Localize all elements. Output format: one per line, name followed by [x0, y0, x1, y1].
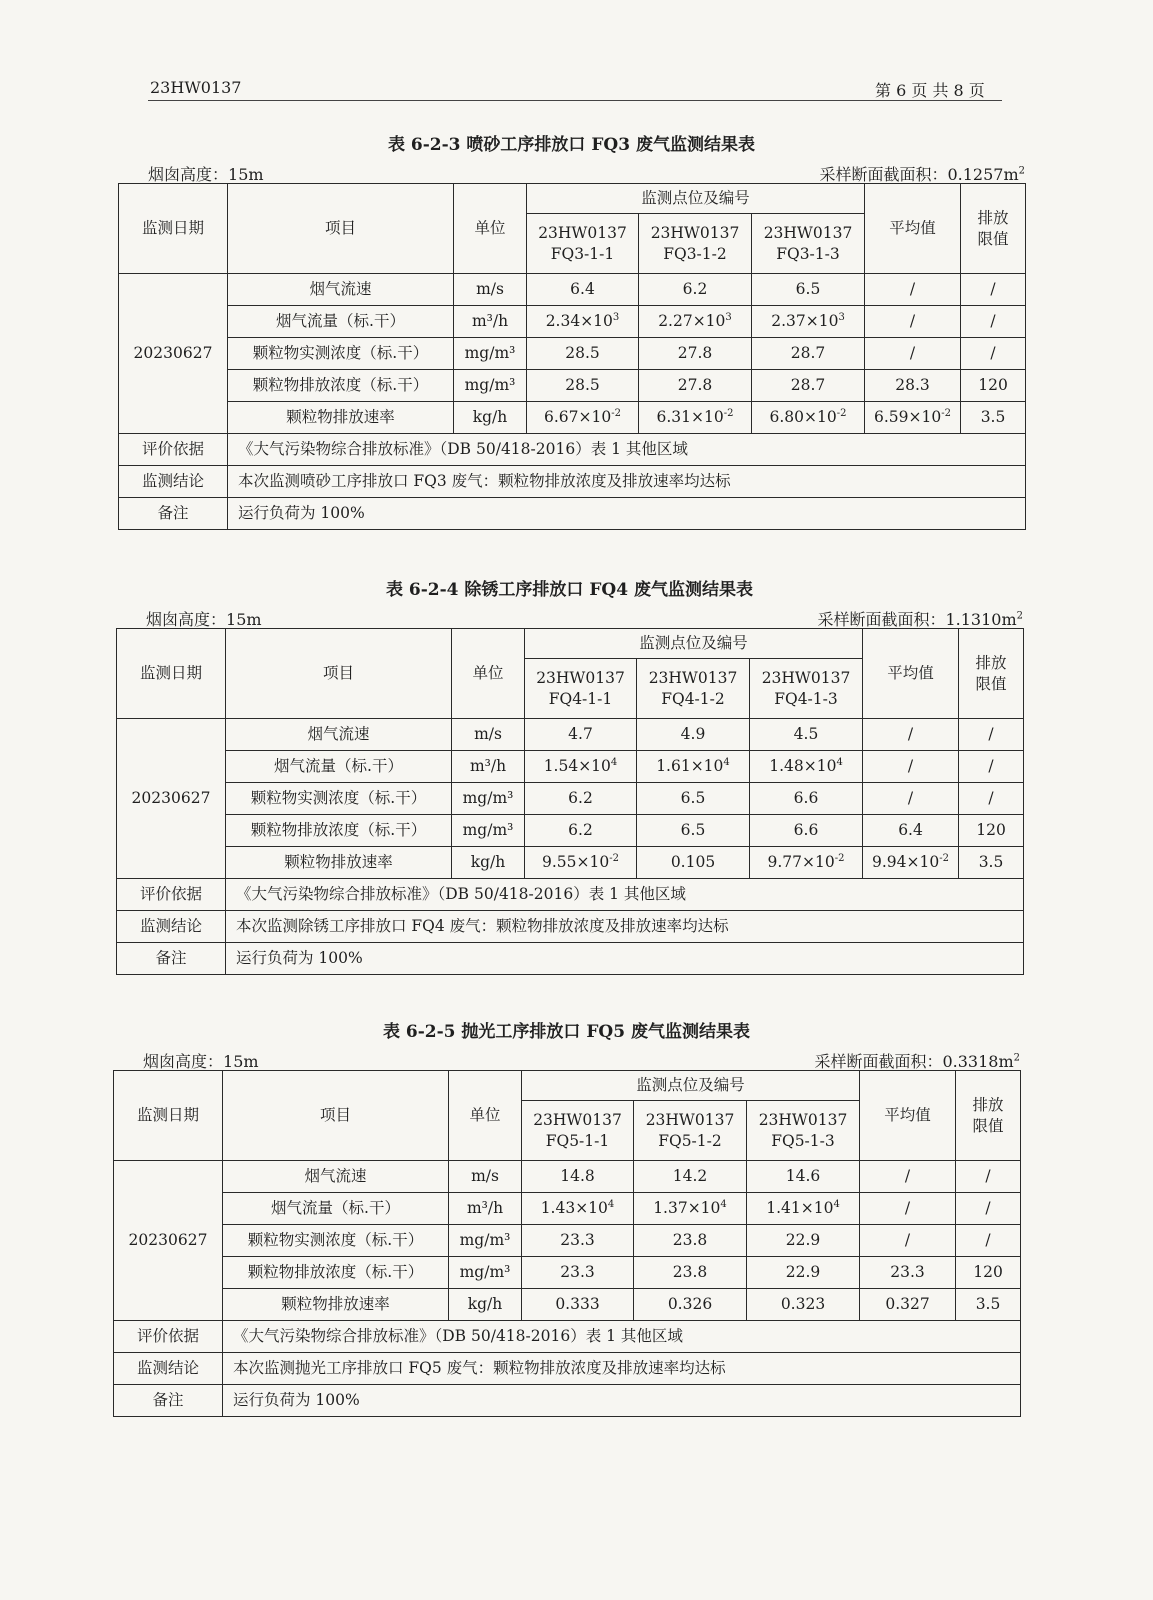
value-cell: 4.9	[637, 719, 750, 751]
item-cell: 烟气流速	[226, 719, 452, 751]
sampling-area: 采样断面截面积：$0.3318m^2$	[814, 1052, 1020, 1071]
table-meta	[118, 159, 1025, 183]
item-cell: 颗粒物排放浓度（标.干）	[228, 370, 454, 402]
item-cell: 烟气流量（标.干）	[226, 751, 452, 783]
limit-cell: /	[961, 274, 1026, 306]
results-table	[118, 183, 1026, 530]
unit-cell: m³/h	[449, 1193, 522, 1225]
value-cell: $2.37\times 10^3$	[752, 306, 865, 338]
item-cell: 颗粒物实测浓度（标.干）	[223, 1225, 449, 1257]
unit-cell: mg/m³	[454, 370, 527, 402]
value-cell: 22.9	[747, 1257, 860, 1289]
value-cell: 4.7	[525, 719, 637, 751]
col-limit-header: 排放 限值	[956, 1071, 1021, 1161]
value-cell: $6.80\times 10^{-2}$	[752, 402, 865, 434]
value-cell: $1.54\times 10^4$	[525, 751, 637, 783]
point-code: 23HW0137 FQ4-1-1	[525, 659, 637, 719]
avg-cell: 0.327	[860, 1289, 956, 1321]
item-cell: 颗粒物排放浓度（标.干）	[226, 815, 452, 847]
sampling-area: 采样断面截面积：$1.1310m^2$	[817, 610, 1023, 629]
value-cell: 28.5	[527, 370, 639, 402]
value-cell: 6.4	[527, 274, 639, 306]
point-code: 23HW0137 FQ3-1-3	[752, 214, 865, 274]
limit-cell: /	[956, 1225, 1021, 1257]
footer-label: 监测结论	[117, 911, 226, 943]
footer-label: 评价依据	[117, 879, 226, 911]
avg-cell: /	[865, 306, 961, 338]
value-cell: 0.105	[637, 847, 750, 879]
limit-cell: /	[959, 783, 1024, 815]
limit-cell: /	[956, 1161, 1021, 1193]
value-cell: 14.2	[634, 1161, 747, 1193]
item-cell: 烟气流量（标.干）	[223, 1193, 449, 1225]
footer-label: 监测结论	[114, 1353, 223, 1385]
footer-label: 评价依据	[114, 1321, 223, 1353]
value-cell: $1.43\times 10^4$	[522, 1193, 634, 1225]
results-table	[113, 1070, 1021, 1417]
avg-cell: $6.59\times 10^{-2}$	[865, 402, 961, 434]
date-cell: 20230627	[119, 274, 228, 434]
unit-cell: mg/m³	[449, 1225, 522, 1257]
value-cell: 6.2	[525, 783, 637, 815]
unit-cell: kg/h	[449, 1289, 522, 1321]
col-points-header: 监测点位及编号	[525, 629, 863, 659]
col-points-header: 监测点位及编号	[527, 184, 865, 214]
unit-cell: mg/m³	[452, 783, 525, 815]
value-cell: 23.8	[634, 1225, 747, 1257]
item-cell: 颗粒物实测浓度（标.干）	[226, 783, 452, 815]
value-cell: 4.5	[750, 719, 863, 751]
col-date-header: 监测日期	[119, 184, 228, 274]
stack-height: 烟囱高度：15m	[146, 610, 262, 629]
col-unit-header: 单位	[452, 629, 525, 719]
limit-cell: /	[961, 338, 1026, 370]
avg-cell: /	[860, 1193, 956, 1225]
footer-text: 本次监测除锈工序排放口 FQ4 废气：颗粒物排放浓度及排放速率均达标	[226, 911, 1024, 943]
limit-cell: 3.5	[961, 402, 1026, 434]
unit-cell: m/s	[452, 719, 525, 751]
value-cell: 6.6	[750, 783, 863, 815]
item-cell: 颗粒物排放浓度（标.干）	[223, 1257, 449, 1289]
value-cell: 23.3	[522, 1225, 634, 1257]
col-item-header: 项目	[223, 1071, 449, 1161]
stack-height: 烟囱高度：15m	[143, 1052, 259, 1071]
value-cell: 23.8	[634, 1257, 747, 1289]
value-cell: 6.5	[752, 274, 865, 306]
value-cell: $9.55\times 10^{-2}$	[525, 847, 637, 879]
value-cell: 27.8	[639, 338, 752, 370]
value-cell: 6.5	[637, 783, 750, 815]
limit-cell: 120	[961, 370, 1026, 402]
value-cell: 23.3	[522, 1257, 634, 1289]
item-cell: 烟气流速	[228, 274, 454, 306]
footer-label: 评价依据	[119, 434, 228, 466]
value-cell: $1.61\times 10^4$	[637, 751, 750, 783]
table-meta	[116, 604, 1023, 628]
item-cell: 烟气流量（标.干）	[228, 306, 454, 338]
unit-cell: m/s	[454, 274, 527, 306]
footer-text: 运行负荷为 100%	[226, 943, 1024, 975]
avg-cell: $9.94\times 10^{-2}$	[863, 847, 959, 879]
footer-label: 备注	[114, 1385, 223, 1417]
col-item-header: 项目	[226, 629, 452, 719]
value-cell: $2.34\times 10^3$	[527, 306, 639, 338]
limit-cell: 3.5	[956, 1289, 1021, 1321]
unit-cell: kg/h	[452, 847, 525, 879]
value-cell: 6.2	[639, 274, 752, 306]
value-cell: 0.333	[522, 1289, 634, 1321]
value-cell: 6.6	[750, 815, 863, 847]
item-cell: 颗粒物排放速率	[226, 847, 452, 879]
avg-cell: /	[865, 274, 961, 306]
unit-cell: mg/m³	[452, 815, 525, 847]
point-code: 23HW0137 FQ4-1-2	[637, 659, 750, 719]
table-meta	[113, 1046, 1020, 1070]
stack-height: 烟囱高度：15m	[148, 165, 264, 184]
value-cell: 22.9	[747, 1225, 860, 1257]
monitor-section-fq4	[116, 575, 1023, 975]
monitor-section-fq3	[118, 130, 1025, 530]
value-cell: 0.323	[747, 1289, 860, 1321]
value-cell: 28.5	[527, 338, 639, 370]
point-code: 23HW0137 FQ5-1-3	[747, 1101, 860, 1161]
point-code: 23HW0137 FQ3-1-1	[527, 214, 639, 274]
footer-text: 《大气污染物综合排放标准》（DB 50/418-2016）表 1 其他区域	[226, 879, 1024, 911]
limit-cell: /	[956, 1193, 1021, 1225]
col-limit-header: 排放 限值	[961, 184, 1026, 274]
point-code: 23HW0137 FQ5-1-1	[522, 1101, 634, 1161]
value-cell: 6.5	[637, 815, 750, 847]
value-cell: $6.31\times 10^{-2}$	[639, 402, 752, 434]
item-cell: 颗粒物实测浓度（标.干）	[228, 338, 454, 370]
limit-cell: 120	[956, 1257, 1021, 1289]
value-cell: 14.6	[747, 1161, 860, 1193]
avg-cell: /	[863, 783, 959, 815]
table-title: 表 6-2-5 抛光工序排放口 FQ5 废气监测结果表	[383, 1022, 750, 1042]
value-cell: $1.37\times 10^4$	[634, 1193, 747, 1225]
limit-cell: /	[959, 751, 1024, 783]
limit-cell: 3.5	[959, 847, 1024, 879]
value-cell: $1.48\times 10^4$	[750, 751, 863, 783]
avg-cell: /	[865, 338, 961, 370]
limit-cell: /	[959, 719, 1024, 751]
avg-cell: 23.3	[860, 1257, 956, 1289]
avg-cell: /	[860, 1161, 956, 1193]
unit-cell: m³/h	[452, 751, 525, 783]
header-rule	[148, 100, 1002, 101]
report-code: 23HW0137	[150, 78, 242, 97]
unit-cell: m/s	[449, 1161, 522, 1193]
avg-cell: /	[863, 751, 959, 783]
date-cell: 20230627	[114, 1161, 223, 1321]
col-date-header: 监测日期	[117, 629, 226, 719]
value-cell: $2.27\times 10^3$	[639, 306, 752, 338]
col-unit-header: 单位	[454, 184, 527, 274]
avg-cell: /	[860, 1225, 956, 1257]
unit-cell: mg/m³	[454, 338, 527, 370]
item-cell: 烟气流速	[223, 1161, 449, 1193]
value-cell: 0.326	[634, 1289, 747, 1321]
value-cell: 27.8	[639, 370, 752, 402]
avg-cell: 28.3	[865, 370, 961, 402]
sampling-area: 采样断面截面积：$0.1257m^2$	[819, 165, 1025, 184]
point-code: 23HW0137 FQ3-1-2	[639, 214, 752, 274]
value-cell: 14.8	[522, 1161, 634, 1193]
footer-text: 本次监测喷砂工序排放口 FQ3 废气：颗粒物排放浓度及排放速率均达标	[228, 466, 1026, 498]
value-cell: $9.77\times 10^{-2}$	[750, 847, 863, 879]
value-cell: $6.67\times 10^{-2}$	[527, 402, 639, 434]
point-code: 23HW0137 FQ5-1-2	[634, 1101, 747, 1161]
date-cell: 20230627	[117, 719, 226, 879]
monitor-section-fq5	[113, 1017, 1020, 1417]
table-title: 表 6-2-3 喷砂工序排放口 FQ3 废气监测结果表	[388, 135, 755, 155]
limit-cell: /	[961, 306, 1026, 338]
item-cell: 颗粒物排放速率	[223, 1289, 449, 1321]
item-cell: 颗粒物排放速率	[228, 402, 454, 434]
value-cell: 28.7	[752, 338, 865, 370]
col-date-header: 监测日期	[114, 1071, 223, 1161]
results-table	[116, 628, 1024, 975]
table-title: 表 6-2-4 除锈工序排放口 FQ4 废气监测结果表	[386, 580, 753, 600]
value-cell: 28.7	[752, 370, 865, 402]
point-code: 23HW0137 FQ4-1-3	[750, 659, 863, 719]
footer-text: 《大气污染物综合排放标准》（DB 50/418-2016）表 1 其他区域	[228, 434, 1026, 466]
col-limit-header: 排放 限值	[959, 629, 1024, 719]
footer-text: 《大气污染物综合排放标准》（DB 50/418-2016）表 1 其他区域	[223, 1321, 1021, 1353]
col-avg-header: 平均值	[863, 629, 959, 719]
avg-cell: 6.4	[863, 815, 959, 847]
col-avg-header: 平均值	[860, 1071, 956, 1161]
unit-cell: m³/h	[454, 306, 527, 338]
footer-label: 监测结论	[119, 466, 228, 498]
avg-cell: /	[863, 719, 959, 751]
footer-text: 运行负荷为 100%	[223, 1385, 1021, 1417]
value-cell: 6.2	[525, 815, 637, 847]
footer-label: 备注	[117, 943, 226, 975]
value-cell: $1.41\times 10^4$	[747, 1193, 860, 1225]
unit-cell: mg/m³	[449, 1257, 522, 1289]
col-unit-header: 单位	[449, 1071, 522, 1161]
col-points-header: 监测点位及编号	[522, 1071, 860, 1101]
unit-cell: kg/h	[454, 402, 527, 434]
footer-text: 运行负荷为 100%	[228, 498, 1026, 530]
col-item-header: 项目	[228, 184, 454, 274]
footer-label: 备注	[119, 498, 228, 530]
page-info: 第 6 页 共 8 页	[875, 81, 985, 100]
limit-cell: 120	[959, 815, 1024, 847]
footer-text: 本次监测抛光工序排放口 FQ5 废气：颗粒物排放浓度及排放速率均达标	[223, 1353, 1021, 1385]
col-avg-header: 平均值	[865, 184, 961, 274]
